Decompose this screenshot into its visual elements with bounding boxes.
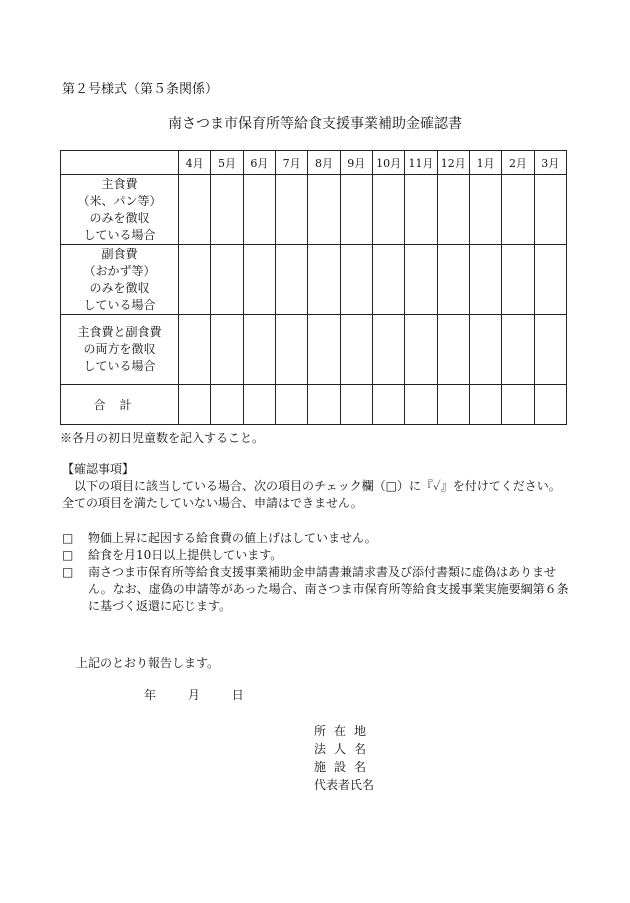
corner-cell [61, 151, 179, 175]
total-cell[interactable] [308, 385, 340, 425]
total-cell[interactable] [179, 385, 211, 425]
month-header: 9月 [340, 151, 372, 175]
total-cell[interactable] [405, 385, 437, 425]
entry-cell[interactable] [405, 245, 437, 315]
checklist-item [62, 530, 572, 547]
total-cell[interactable] [340, 385, 372, 425]
checklist-item [62, 547, 572, 564]
entry-cell[interactable] [437, 245, 469, 315]
day-label: 日 [231, 688, 244, 702]
table-row-both [61, 315, 567, 385]
month-label: 月 [187, 688, 200, 702]
table-row-side-only [61, 245, 567, 315]
checkbox-icon[interactable]: □ [62, 548, 74, 562]
entry-cell[interactable] [437, 175, 469, 245]
total-cell[interactable] [502, 385, 534, 425]
report-statement: 上記のとおり報告します。 [76, 656, 220, 670]
entry-cell[interactable] [502, 315, 534, 385]
entry-cell[interactable] [211, 175, 243, 245]
month-header: 4月 [179, 151, 211, 175]
entry-cell[interactable] [211, 315, 243, 385]
entry-cell[interactable] [340, 175, 372, 245]
entry-cell[interactable] [308, 315, 340, 385]
address-label: 所在地 [314, 724, 375, 738]
year-label: 年 [144, 688, 157, 702]
checkbox-icon[interactable]: □ [62, 565, 74, 579]
signature-block [314, 722, 374, 794]
row-label: 主食費 （米、パン等） のみを徴収 している場合 [61, 175, 179, 245]
month-header: 12月 [437, 151, 469, 175]
entry-cell[interactable] [179, 175, 211, 245]
entry-cell[interactable] [275, 175, 307, 245]
entry-cell[interactable] [469, 315, 501, 385]
entry-cell[interactable] [179, 245, 211, 315]
entry-cell[interactable] [372, 315, 404, 385]
corporation-label: 法人名 [314, 742, 375, 756]
table-row-total [61, 385, 567, 425]
month-header-row [61, 151, 567, 175]
entry-cell[interactable] [534, 245, 566, 315]
entry-cell[interactable] [534, 175, 566, 245]
entry-cell[interactable] [275, 245, 307, 315]
entry-cell[interactable] [372, 245, 404, 315]
month-header: 11月 [405, 151, 437, 175]
form-number: 第２号様式（第５条関係） [62, 82, 219, 97]
month-header: 10月 [372, 151, 404, 175]
table-note: ※各月の初日児童数を記入すること。 [60, 431, 265, 445]
row-label: 主食費と副食費 の両方を徴収 している場合 [61, 315, 179, 385]
document-title: 南さつま市保育所等給食支援事業補助金確認書 [168, 116, 462, 132]
entry-cell[interactable] [405, 175, 437, 245]
checklist-text: 給食を月10日以上提供しています。 [88, 548, 283, 562]
entry-cell[interactable] [179, 315, 211, 385]
total-cell[interactable] [534, 385, 566, 425]
entry-cell[interactable] [340, 315, 372, 385]
month-header: 8月 [308, 151, 340, 175]
checklist-text: 物価上昇に起因する給食費の値上げはしていません。 [88, 531, 377, 545]
total-cell[interactable] [211, 385, 243, 425]
confirmation-heading: 【確認事項】 [62, 462, 135, 476]
month-header: 1月 [469, 151, 501, 175]
representative-label: 代表者氏名 [314, 778, 375, 792]
month-header: 2月 [502, 151, 534, 175]
month-header: 5月 [211, 151, 243, 175]
checklist-item [62, 564, 572, 615]
total-label: 合計 [61, 385, 179, 425]
entry-cell[interactable] [437, 315, 469, 385]
row-label: 副食費 （おかず等） のみを徴収 している場合 [61, 245, 179, 315]
entry-cell[interactable] [243, 175, 275, 245]
total-cell[interactable] [469, 385, 501, 425]
entry-cell[interactable] [469, 245, 501, 315]
entry-cell[interactable] [469, 175, 501, 245]
table-row-staple-only [61, 175, 567, 245]
total-cell[interactable] [243, 385, 275, 425]
entry-cell[interactable] [534, 315, 566, 385]
month-header: 7月 [275, 151, 307, 175]
checklist-text: 南さつま市保育所等給食支援事業補助金申請書兼請求書及び添付書類に虚偽はありません。なお、虚偽の申請等があった場合、南さつま市保育所等給食支援事業実施要綱第６条に基づく返還に応じます。 [88, 565, 569, 613]
children-count-table [60, 150, 567, 425]
total-cell[interactable] [372, 385, 404, 425]
entry-cell[interactable] [211, 245, 243, 315]
entry-cell[interactable] [308, 245, 340, 315]
month-header: 3月 [534, 151, 566, 175]
entry-cell[interactable] [502, 245, 534, 315]
entry-cell[interactable] [340, 245, 372, 315]
entry-cell[interactable] [243, 315, 275, 385]
facility-label: 施設名 [314, 760, 375, 774]
entry-cell[interactable] [372, 175, 404, 245]
checklist [62, 530, 572, 615]
checkbox-icon[interactable]: □ [62, 531, 74, 545]
total-cell[interactable] [437, 385, 469, 425]
entry-cell[interactable] [502, 175, 534, 245]
total-cell[interactable] [275, 385, 307, 425]
entry-cell[interactable] [275, 315, 307, 385]
entry-cell[interactable] [308, 175, 340, 245]
entry-cell[interactable] [243, 245, 275, 315]
entry-cell[interactable] [405, 315, 437, 385]
confirmation-instruction: 以下の項目に該当している場合、次の項目のチェック欄（□）に『✓』を付けてください。全ての項目を満たしていない場合、申請はできません。 [62, 479, 561, 510]
date-line [144, 686, 272, 703]
month-header: 6月 [243, 151, 275, 175]
